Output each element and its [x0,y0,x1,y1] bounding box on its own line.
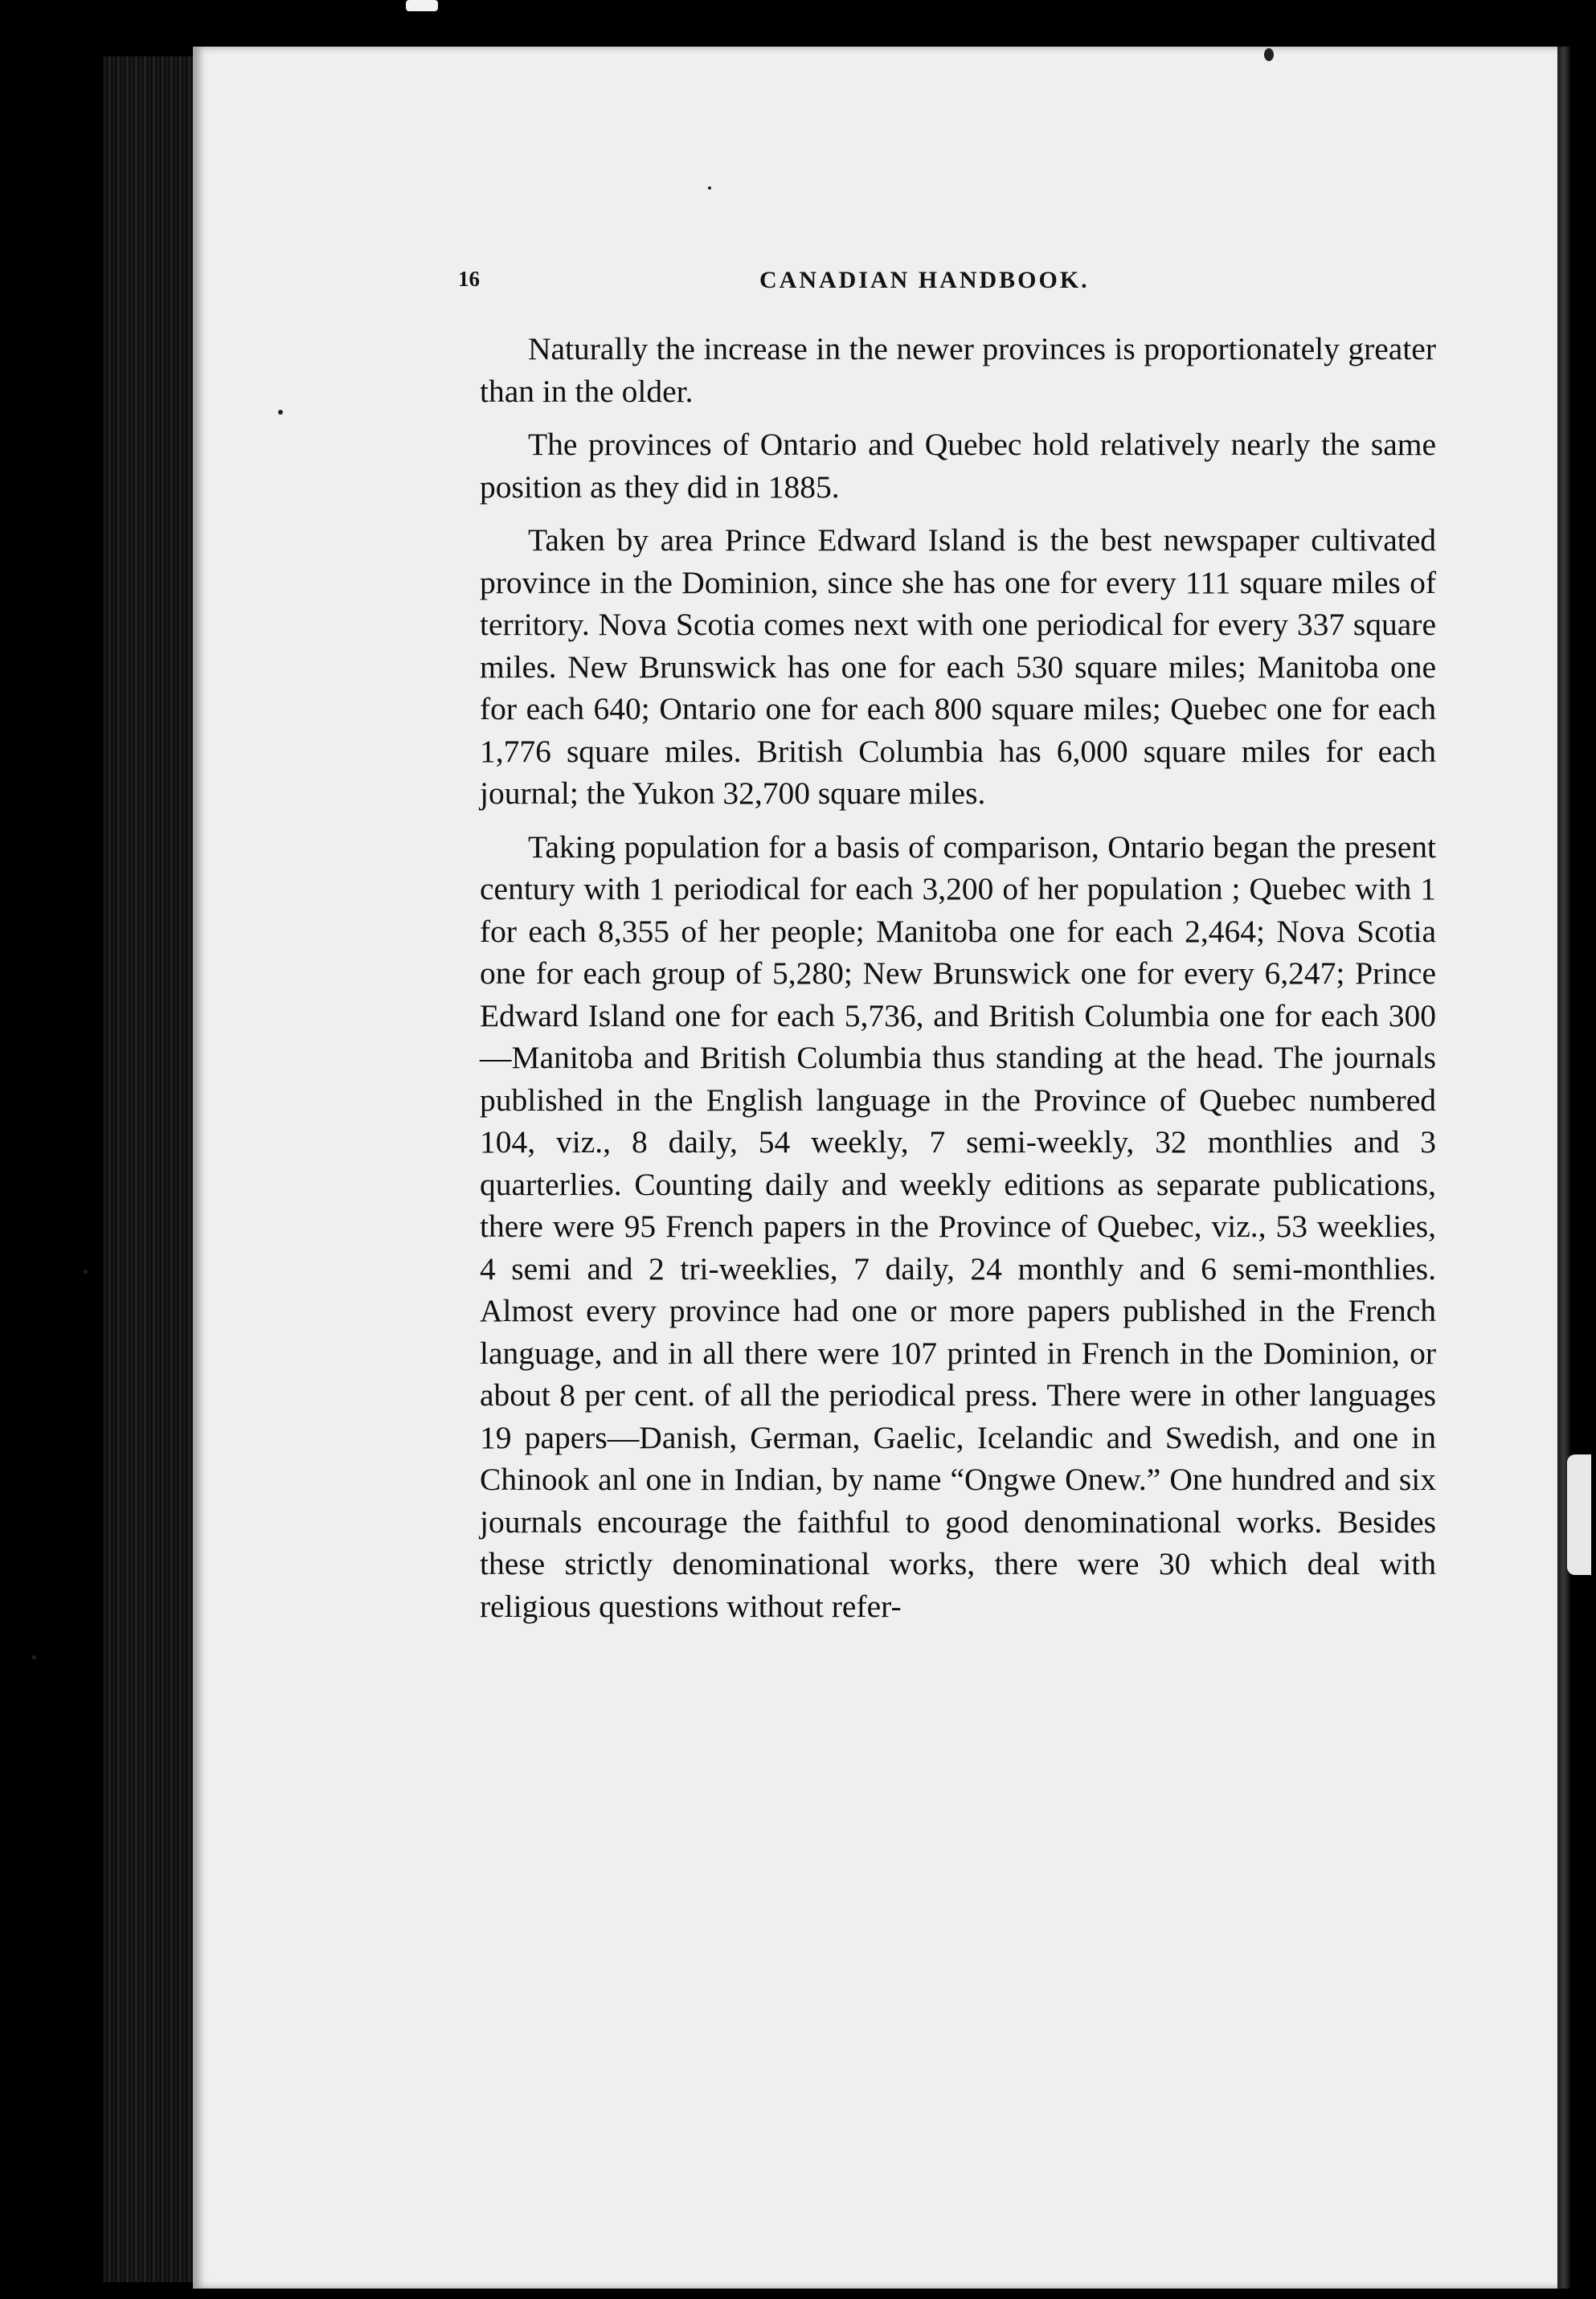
ink-speck [278,410,283,415]
scan-blot [406,0,438,11]
scan-margin-tab [1567,1454,1591,1575]
page-number: 16 [458,267,480,291]
running-title: CANADIAN HANDBOOK. [759,267,1090,293]
paragraph: Taken by area Prince Edward Island is the best newspaper cultivated province in the Dominion, since she has one for every 111 square miles of territory. Nova Scotia comes next with one periodical for every 337 square miles. New Brunswick has one for each 530 square miles; Manitoba one for each 640; Ontario one for each 800 square miles; Quebec one for each 1,776 square miles. British Columbia has 6,000 square miles for each journal; the Yukon 32,700 square miles. [480,522,1436,811]
paragraph: Naturally the increase in the newer provinces is proportionately greater than in the older. [480,331,1436,409]
page-header [458,267,1438,307]
book-page-edges [103,56,198,2282]
ink-speck [84,1270,88,1274]
ink-speck [32,1655,36,1659]
book-right-edge [1557,47,1570,2289]
paragraph: The provinces of Ontario and Quebec hold relatively nearly the same position as they did in 1885. [480,427,1436,505]
body-text [480,328,1436,1638]
paragraph: Taking population for a basis of comparison, Ontario began the present century with 1 periodical for each 3,200 of her population ; Quebec with 1 for each 8,355 of her people; Manitoba one for each 2,464; Nova Scotia one for each group of 5,280; New Brunswick one for every 6,247; Prince Edward Island one for each 5,736, and British Columbia one for each 300—Manitoba and British Columbia thus standing at the head. The journals published in the English language in the Province of Quebec numbered 104, viz., 8 daily, 54 weekly, 7 semi-weekly, 32 monthlies and 3 quarterlies. Counting daily and weekly editions as separate publications, there were 95 French papers in the Province of Quebec, viz., 53 weeklies, 4 semi and 2 tri-weeklies, 7 daily, 24 monthly and 6 semi-monthlies. Almost every province had one or more papers published in the French language, and in all there were 107 printed in French in the Dominion, or about 8 per cent. of all the periodical press. There were in other languages 19 papers—Danish, German, Gaelic, Icelandic and Swedish, and one in Chinook anl one in Indian, by name “Ongwe Onew.” One hundred and six journals encourage the faithful to good denominational works. Besides these strictly denominational works, there were 30 which deal with religious questions without refer- [480,828,1436,1624]
ink-speck [708,186,711,190]
ink-speck [1264,48,1274,61]
